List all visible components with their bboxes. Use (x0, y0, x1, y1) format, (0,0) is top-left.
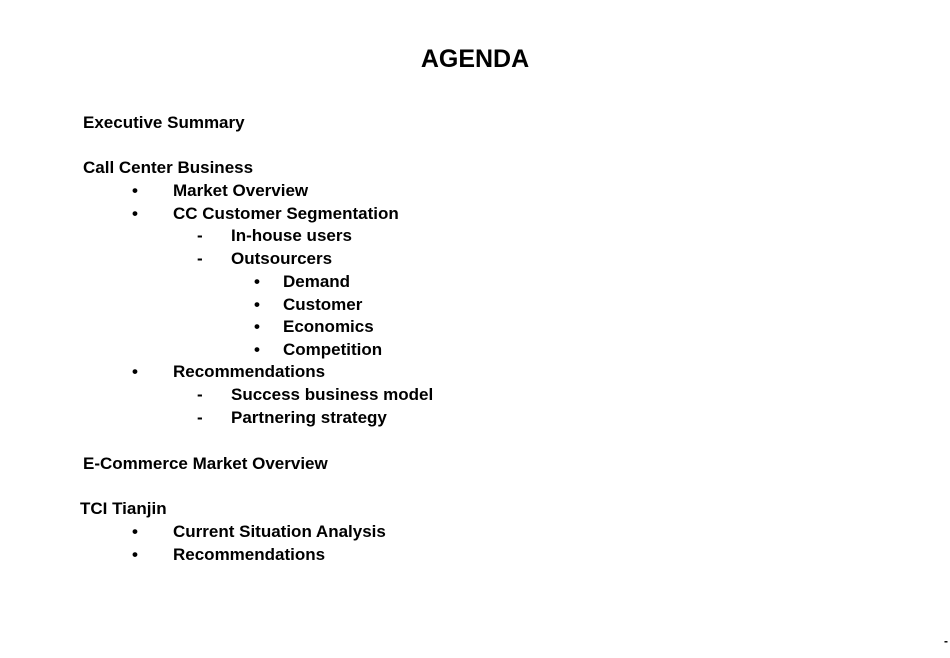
dash-icon: - (197, 249, 203, 268)
bullet-icon: • (254, 295, 260, 314)
agenda-subitem-cc-customer-segmentation: CC Customer Segmentation (173, 204, 399, 223)
agenda-subitem-economics: Economics (283, 317, 374, 336)
agenda-subitem-current-situation-analysis: Current Situation Analysis (173, 522, 386, 541)
agenda-subitem-market-overview: Market Overview (173, 181, 309, 200)
dash-icon: - (197, 408, 203, 427)
bullet-icon: • (132, 181, 138, 200)
dash-icon: - (197, 385, 203, 404)
bullet-icon: • (254, 272, 260, 291)
agenda-subitem-outsourcers: Outsourcers (231, 249, 333, 268)
agenda-subitem-inhouse-users: In-house users (231, 226, 352, 245)
agenda-subitem-partnering-strategy: Partnering strategy (231, 408, 387, 427)
bullet-icon: • (132, 545, 138, 564)
agenda-subitem-demand: Demand (283, 272, 351, 291)
bullet-icon: • (132, 204, 138, 223)
agenda-subitem-customer: Customer (283, 295, 363, 314)
agenda-subitem-success-business-model: Success business model (231, 385, 434, 404)
agenda-subitem-tci-recommendations: Recommendations (173, 545, 326, 564)
bullet-icon: • (132, 362, 138, 381)
agenda-subitem-competition: Competition (283, 340, 383, 359)
bullet-icon: • (132, 522, 138, 541)
dash-icon: - (197, 226, 203, 245)
bullet-icon: • (254, 340, 260, 359)
agenda-item-ecommerce-market-overview: E-Commerce Market Overview (83, 454, 328, 473)
page-number-mark: - (944, 634, 948, 648)
agenda-item-call-center-business: Call Center Business (83, 158, 254, 177)
agenda-item-tci-tianjin: TCI Tianjin (80, 499, 167, 518)
page-title: AGENDA (420, 45, 530, 73)
agenda-subitem-recommendations: Recommendations (173, 362, 326, 381)
bullet-icon: • (254, 317, 260, 336)
agenda-item-executive-summary: Executive Summary (83, 113, 245, 132)
